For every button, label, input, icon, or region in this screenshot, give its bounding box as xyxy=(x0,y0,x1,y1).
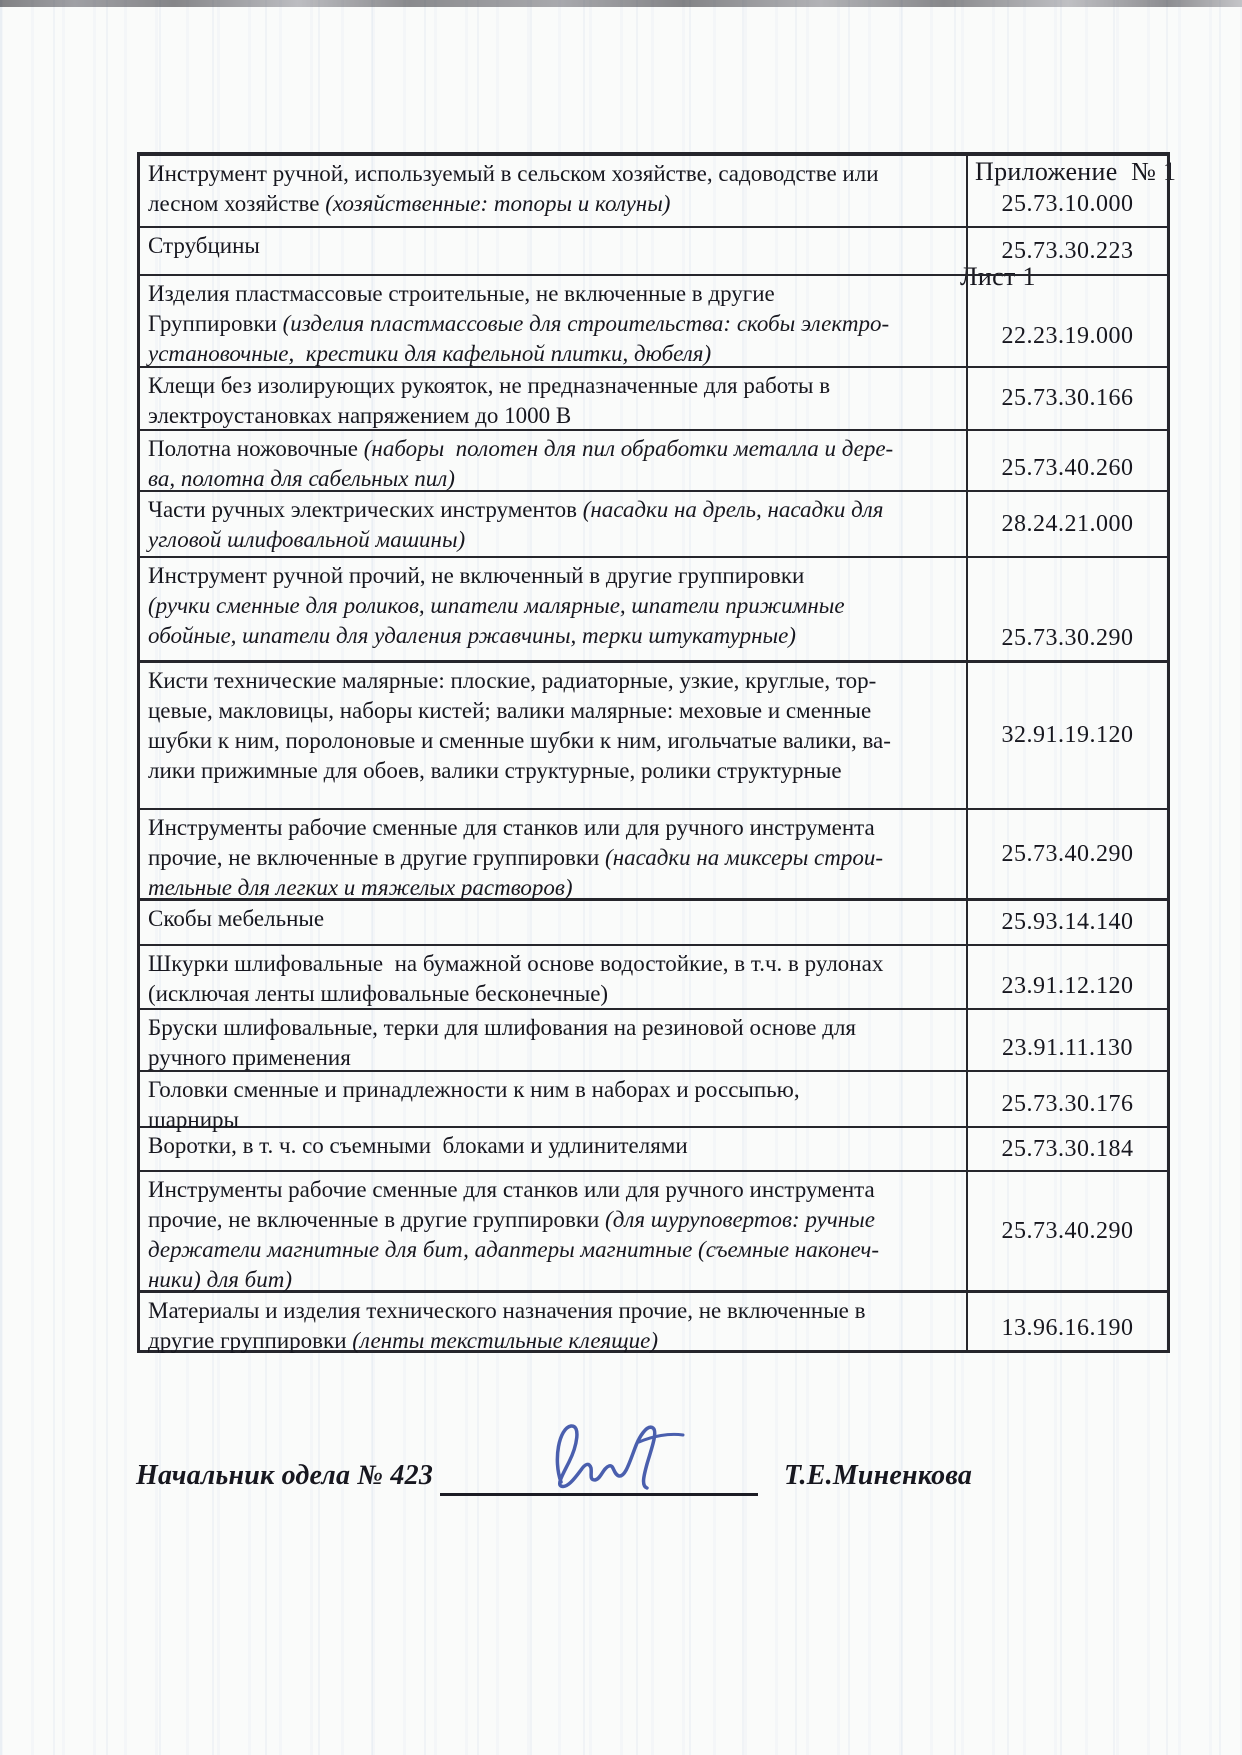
description-line xyxy=(148,279,960,309)
description-line xyxy=(148,401,960,431)
text-segment: Изделия пластмассовые строительные, не включенные в другие xyxy=(148,281,775,306)
description-line xyxy=(148,696,960,726)
description-line xyxy=(148,1326,960,1356)
description-line xyxy=(148,621,960,651)
italic-text-segment: (наборы полотен для пил обработки металла и дере- xyxy=(363,436,894,461)
okpd-code: 23.91.11.130 xyxy=(1001,1035,1134,1061)
product-description-cell xyxy=(140,431,968,490)
product-description-cell xyxy=(140,1128,968,1170)
code-cell xyxy=(968,810,1167,898)
italic-text-segment: угловой шлифовальной машины) xyxy=(148,527,466,552)
product-description-cell xyxy=(140,228,968,274)
text-segment: Инструмент ручной, используемый в сельском хозяйстве, садоводстве или xyxy=(148,161,879,186)
text-segment: лесном хозяйстве xyxy=(148,191,326,216)
text-segment: цевые, макловицы, наборы кистей; валики малярные: меховые и сменные xyxy=(148,698,872,723)
table-row xyxy=(140,1170,1167,1290)
text-segment: шарниры xyxy=(148,1107,239,1132)
description-line xyxy=(148,1075,960,1105)
okpd-code: 25.73.40.290 xyxy=(1001,1217,1134,1244)
description-line xyxy=(148,1296,960,1326)
code-cell xyxy=(968,276,1167,366)
description-line xyxy=(148,1235,960,1265)
product-description-cell xyxy=(140,810,968,898)
code-cell xyxy=(968,1172,1167,1290)
italic-text-segment: тельные для легких и тяжелых растворов) xyxy=(148,875,573,900)
description-line xyxy=(148,495,960,525)
description-line xyxy=(148,1013,960,1043)
table-row xyxy=(140,1070,1167,1132)
table-row xyxy=(140,808,1167,898)
italic-text-segment: ники) для бит) xyxy=(148,1267,293,1292)
table-row xyxy=(140,1126,1167,1170)
text-segment: прочие, не включенные в другие группировки xyxy=(148,1207,606,1232)
description-line xyxy=(148,1131,960,1161)
table-row xyxy=(140,1290,1167,1353)
text-segment: Части ручных электрических инструментов xyxy=(148,497,583,522)
signatory-name: Т.Е.Миненкова xyxy=(784,1460,973,1491)
code-cell xyxy=(968,1293,1167,1350)
code-cell xyxy=(968,431,1167,490)
italic-text-segment: обойные, шпатели для удаления ржавчины, терки штукатурные) xyxy=(148,623,796,648)
code-cell xyxy=(968,946,1167,1008)
description-line xyxy=(148,726,960,756)
product-description-cell xyxy=(140,1172,968,1290)
text-segment: Головки сменные и принадлежности к ним в наборах и россыпью, xyxy=(148,1077,800,1102)
sheet-label: Лист 1 xyxy=(960,262,1036,291)
code-cell xyxy=(968,228,1167,274)
code-cell xyxy=(968,1010,1167,1070)
italic-text-segment: (для шуруповертов: ручные xyxy=(605,1207,875,1232)
handwritten-signature-icon xyxy=(543,1420,693,1498)
text-segment: Шкурки шлифовальные на бумажной основе водостойкие, в т.ч. в рулонах xyxy=(148,951,884,976)
annex-label: Приложение № 1 xyxy=(975,157,1177,186)
okpd-code: 22.23.19.000 xyxy=(1001,323,1134,349)
description-line xyxy=(148,756,960,786)
product-description-cell xyxy=(140,901,968,944)
description-line xyxy=(148,1043,960,1073)
italic-text-segment: (ручки сменные для роликов, шпатели малярные, шпатели прижимные xyxy=(148,593,845,618)
code-cell xyxy=(968,558,1167,660)
italic-text-segment: установочные, крестики для кафельной плитки, дюбеля) xyxy=(148,341,712,366)
text-segment: другие группировки xyxy=(148,1328,353,1353)
text-segment: (исключая ленты шлифовальные бесконечные) xyxy=(148,981,609,1006)
code-cell xyxy=(968,663,1167,808)
code-cell xyxy=(968,901,1167,944)
text-segment: шубки к ним, поролоновые и сменные шубки к ним, игольчатые валики, ва- xyxy=(148,728,891,753)
okpd-code: 25.73.40.290 xyxy=(1001,840,1134,867)
okpd-code: 25.73.30.184 xyxy=(1001,1135,1134,1162)
text-segment: Скобы мебельные xyxy=(148,906,325,931)
table-row xyxy=(140,898,1167,944)
code-cell xyxy=(968,1128,1167,1170)
description-line xyxy=(148,561,960,591)
product-description-cell xyxy=(140,492,968,556)
table-row xyxy=(140,1008,1167,1070)
text-segment: Инструмент ручной прочий, не включенный в другие группировки xyxy=(148,563,805,588)
okpd-code: 25.73.40.260 xyxy=(1001,455,1134,481)
code-cell xyxy=(968,156,1167,226)
description-line xyxy=(148,309,960,339)
product-description-cell xyxy=(140,1010,968,1070)
text-segment: Воротки, в т. ч. со съемными блоками и удлинителями xyxy=(148,1133,688,1158)
text-segment: Кисти технические малярные: плоские, радиаторные, узкие, круглые, тор- xyxy=(148,668,877,693)
italic-text-segment: ва, полотна для сабельных пил) xyxy=(148,466,455,491)
okpd-code: 23.91.12.120 xyxy=(1001,973,1134,999)
product-description-cell xyxy=(140,663,968,808)
description-line xyxy=(148,873,960,903)
description-line xyxy=(148,189,960,219)
table-row xyxy=(140,490,1167,556)
scanner-edge-artifact xyxy=(0,0,1242,7)
description-line xyxy=(148,1265,960,1295)
table-row xyxy=(140,556,1167,660)
product-description-cell xyxy=(140,1072,968,1132)
table-row xyxy=(140,156,1167,226)
okpd-code: 25.73.30.176 xyxy=(1001,1091,1134,1117)
description-line xyxy=(148,434,960,464)
description-line xyxy=(148,1205,960,1235)
text-segment: прочие, не включенные в другие группировки xyxy=(148,845,606,870)
description-line xyxy=(148,979,960,1009)
okpd-code: 13.96.16.190 xyxy=(1001,1315,1134,1341)
italic-text-segment: (ленты текстильные клеящие) xyxy=(352,1328,658,1353)
table-row xyxy=(140,366,1167,429)
product-description-cell xyxy=(140,946,968,1008)
signatory-title: Начальник одела № 423 xyxy=(136,1460,434,1491)
table-row xyxy=(140,226,1167,274)
table-row xyxy=(140,429,1167,490)
italic-text-segment: держатели магнитные для бит, адаптеры магнитные (съемные наконеч- xyxy=(148,1237,880,1262)
description-line xyxy=(148,525,960,555)
description-line xyxy=(148,843,960,873)
table-row xyxy=(140,660,1167,808)
okpd-code: 25.73.30.290 xyxy=(1001,625,1134,651)
okpd-code: 25.73.10.000 xyxy=(1001,191,1134,217)
product-description-cell xyxy=(140,156,968,226)
text-segment: Струбцины xyxy=(148,233,260,258)
text-segment: лики прижимные для обоев, валики структурные, ролики структурные xyxy=(148,758,842,783)
okpd-code: 25.73.30.223 xyxy=(1001,237,1134,264)
product-description-cell xyxy=(140,558,968,660)
text-segment: Инструменты рабочие сменные для станков или для ручного инструмента xyxy=(148,1177,875,1202)
table-row xyxy=(140,944,1167,1008)
product-description-cell xyxy=(140,276,968,366)
italic-text-segment: (изделия пластмассовые для строительства: скобы электро- xyxy=(282,311,890,336)
okpd-code: 25.93.14.140 xyxy=(1001,909,1134,935)
description-line xyxy=(148,666,960,696)
text-segment: Клещи без изолирующих рукояток, не предназначенные для работы в xyxy=(148,373,831,398)
description-line xyxy=(148,339,960,369)
text-segment: Группировки xyxy=(148,311,283,336)
text-segment: Полотна ножовочные xyxy=(148,436,364,461)
description-line xyxy=(148,813,960,843)
description-line xyxy=(148,1175,960,1205)
okpd-code: 25.73.30.166 xyxy=(1001,385,1134,411)
code-cell xyxy=(968,1072,1167,1126)
product-description-cell xyxy=(140,368,968,429)
description-line xyxy=(148,591,960,621)
text-segment: Инструменты рабочие сменные для станков или для ручного инструмента xyxy=(148,815,875,840)
code-cell xyxy=(968,368,1167,429)
code-cell xyxy=(968,492,1167,556)
description-line xyxy=(148,949,960,979)
text-segment: Бруски шлифовальные, терки для шлифования на резиновой основе для xyxy=(148,1015,857,1040)
codes-table xyxy=(137,152,1170,1353)
text-segment: электроустановках напряжением до 1000 В xyxy=(148,403,572,428)
text-segment: ручного применения xyxy=(148,1045,351,1070)
table-row xyxy=(140,274,1167,366)
text-segment: Материалы и изделия технического назначения прочие, не включенные в xyxy=(148,1298,866,1323)
description-line xyxy=(148,159,960,189)
description-line xyxy=(148,371,960,401)
italic-text-segment: (хозяйственные: топоры и колуны) xyxy=(325,191,671,216)
italic-text-segment: (насадки на миксеры строи- xyxy=(605,845,884,870)
description-line xyxy=(148,231,960,261)
description-line xyxy=(148,904,960,934)
italic-text-segment: (насадки на дрель, насадки для xyxy=(582,497,884,522)
product-description-cell xyxy=(140,1293,968,1353)
okpd-code: 28.24.21.000 xyxy=(1001,510,1134,537)
description-line xyxy=(148,464,960,494)
okpd-code: 32.91.19.120 xyxy=(1001,722,1134,748)
